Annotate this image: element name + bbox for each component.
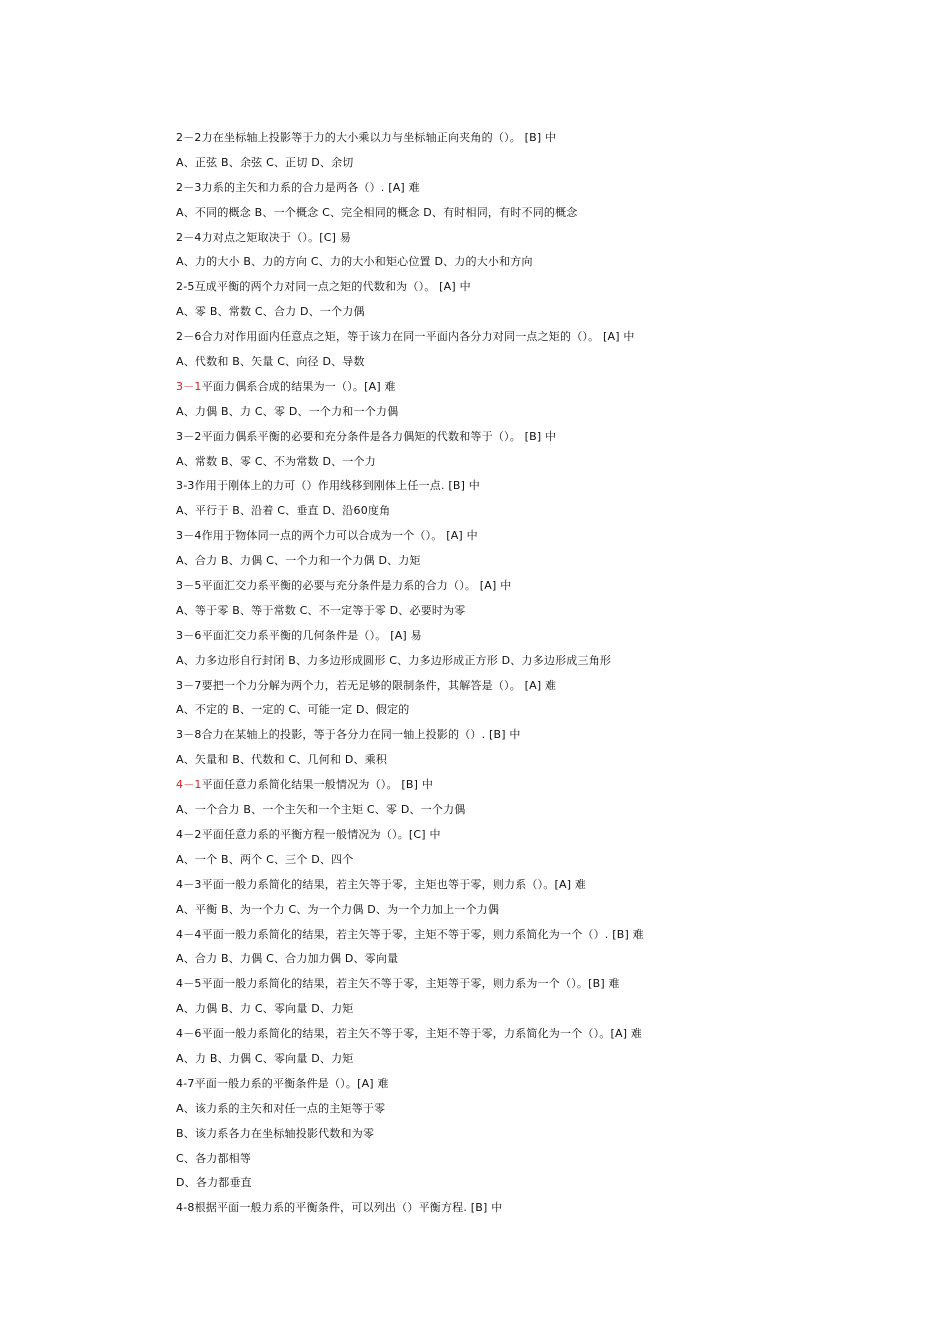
question-line [176, 873, 816, 898]
option-text: A、一个 B、两个 C、三个 D、四个 [176, 852, 354, 866]
question-text: 根据平面一般力系的平衡条件，可以列出（）平衡方程. [B] 中 [194, 1201, 503, 1215]
question-text: 力对点之矩取决于（）。[C] 易 [201, 230, 352, 244]
option-line [176, 798, 816, 823]
question-line [176, 1072, 816, 1097]
option-line [176, 1171, 816, 1196]
option-text: A、平行于 B、沿着 C、垂直 D、沿60度角 [176, 504, 391, 518]
question-line [176, 674, 816, 699]
question-number: 4－2 [176, 827, 202, 841]
option-line [176, 350, 816, 375]
question-text: 平面任意力系简化结果一般情况为（）。 [B] 中 [201, 778, 434, 792]
question-line [176, 574, 816, 599]
question-line [176, 773, 816, 798]
option-text: A、该力系的主矢和对任一点的主矩等于零 [176, 1101, 386, 1115]
option-line [176, 947, 816, 972]
option-text: A、零 B、常数 C、合力 D、一个力偶 [176, 305, 365, 319]
question-line [176, 823, 816, 848]
question-number: 4－6 [176, 1027, 202, 1041]
option-line [176, 400, 816, 425]
option-text: B、该力系各力在坐标轴投影代数和为零 [176, 1126, 375, 1140]
question-text: 平面一般力系简化的结果，若主矢不等于零，主矩不等于零，力系简化为一个（）。[A] 难 [201, 1027, 643, 1041]
question-number: 3－5 [176, 579, 202, 593]
question-number: 3－1 [176, 379, 202, 393]
question-text: 力在坐标轴上投影等于力的大小乘以力与坐标轴正向夹角的（）。 [B] 中 [201, 131, 557, 144]
option-text: A、等于零 B、等于常数 C、不一定等于零 D、必要时为零 [176, 603, 466, 617]
question-line [176, 723, 816, 748]
question-number: 3-3 [176, 479, 195, 493]
option-line [176, 499, 816, 524]
option-text: A、代数和 B、矢量 C、向径 D、导数 [176, 355, 365, 369]
question-line [176, 325, 816, 350]
question-number: 3－6 [176, 628, 202, 642]
option-text: A、合力 B、力偶 C、一个力和一个力偶 D、力矩 [176, 554, 421, 568]
option-line [176, 848, 816, 873]
option-line [176, 201, 816, 226]
option-line [176, 599, 816, 624]
option-line [176, 1097, 816, 1122]
question-number: 2－3 [176, 180, 202, 194]
question-number: 4－5 [176, 977, 202, 991]
option-line [176, 151, 816, 176]
option-line [176, 1047, 816, 1072]
question-line [176, 126, 816, 151]
option-text: A、力偶 B、力 C、零向量 D、力矩 [176, 1002, 354, 1016]
question-number: 4-7 [176, 1076, 195, 1090]
option-line [176, 698, 816, 723]
question-line [176, 1022, 816, 1047]
question-text: 要把一个力分解为两个力，若无足够的限制条件，其解答是（）。 [A] 难 [201, 678, 557, 692]
option-line [176, 649, 816, 674]
option-line [176, 250, 816, 275]
question-text: 平面汇交力系平衡的几何条件是（）。 [A] 易 [201, 628, 422, 642]
question-line [176, 972, 816, 997]
option-line [176, 748, 816, 773]
question-text: 平面汇交力系平衡的必要与充分条件是力系的合力（）。 [A] 中 [201, 579, 512, 593]
option-text: A、不同的概念 B、一个概念 C、完全相同的概念 D、有时相同，有时不同的概念 [176, 205, 578, 219]
question-text: 平面一般力系的平衡条件是（）。[A] 难 [194, 1076, 389, 1090]
question-text: 平面一般力系简化的结果，若主矢等于零，主矩不等于零，则力系简化为一个（）. [B] 难 [201, 927, 644, 941]
option-line [176, 1147, 816, 1172]
question-number: 3－2 [176, 429, 202, 443]
question-number: 2－6 [176, 330, 202, 344]
question-text: 合力在某轴上的投影，等于各分力在同一轴上投影的（）. [B] 中 [201, 728, 521, 742]
question-text: 平面一般力系简化的结果，若主矢等于零，主矩也等于零，则力系（）。[A] 难 [201, 877, 587, 891]
question-text: 平面力偶系平衡的必要和充分条件是各力偶矩的代数和等于（）。 [B] 中 [201, 429, 557, 443]
question-text: 平面力偶系合成的结果为一（）。[A] 难 [201, 379, 396, 393]
question-line [176, 524, 816, 549]
option-text: C、各力都相等 [176, 1151, 252, 1165]
question-number: 3－4 [176, 529, 202, 543]
option-text: D、各力都垂直 [176, 1176, 252, 1190]
option-line [176, 300, 816, 325]
question-line [176, 375, 816, 400]
question-text: 平面任意力系的平衡方程一般情况为（）。[C] 中 [201, 827, 441, 841]
option-text: A、常数 B、零 C、不为常数 D、一个力 [176, 454, 376, 468]
question-text: 作用于刚体上的力可（）作用线移到刚体上任一点. [B] 中 [194, 479, 480, 493]
option-line [176, 549, 816, 574]
option-line [176, 450, 816, 475]
question-text: 平面一般力系简化的结果，若主矢不等于零，主矩等于零，则力系为一个（）。[B] 难 [201, 977, 620, 991]
question-number: 2－4 [176, 230, 202, 244]
question-line [176, 425, 816, 450]
option-text: A、力 B、力偶 C、零向量 D、力矩 [176, 1051, 354, 1065]
question-number: 4－1 [176, 778, 202, 792]
question-text: 力系的主矢和力系的合力是两各（）. [A] 难 [201, 180, 420, 194]
option-text: A、正弦 B、余弦 C、正切 D、余切 [176, 155, 354, 169]
question-text: 互成平衡的两个力对同一点之矩的代数和为（）。 [A] 中 [194, 280, 471, 294]
option-text: A、力多边形自行封闭 B、力多边形成圆形 C、力多边形成正方形 D、力多边形成三角形 [176, 653, 612, 667]
question-number: 2－2 [176, 131, 202, 144]
question-line [176, 1196, 816, 1221]
question-number: 4－4 [176, 927, 202, 941]
question-number: 4-8 [176, 1201, 195, 1215]
question-line [176, 275, 816, 300]
question-number: 4－3 [176, 877, 202, 891]
option-text: A、不定的 B、一定的 C、可能一定 D、假定的 [176, 703, 410, 717]
option-text: A、力的大小 B、力的方向 C、力的大小和矩心位置 D、力的大小和方向 [176, 255, 533, 269]
question-number: 2-5 [176, 280, 195, 294]
option-text: A、一个合力 B、一个主矢和一个主矩 C、零 D、一个力偶 [176, 803, 466, 817]
option-line [176, 997, 816, 1022]
question-text: 合力对作用面内任意点之矩，等于该力在同一平面内各分力对同一点之矩的（）。 [A] 中 [201, 330, 635, 344]
question-number: 3－7 [176, 678, 202, 692]
option-text: A、矢量和 B、代数和 C、几何和 D、乘积 [176, 753, 388, 767]
option-text: A、平衡 B、为一个力 C、为一个力偶 D、为一个力加上一个力偶 [176, 902, 500, 916]
question-line [176, 176, 816, 201]
option-text: A、合力 B、力偶 C、合力加力偶 D、零向量 [176, 952, 399, 966]
question-text: 作用于物体同一点的两个力可以合成为一个（）。 [A] 中 [201, 529, 478, 543]
option-line [176, 898, 816, 923]
question-line [176, 923, 816, 948]
question-list [176, 126, 816, 1221]
question-line [176, 474, 816, 499]
question-number: 3－8 [176, 728, 202, 742]
question-line [176, 624, 816, 649]
option-line [176, 1122, 816, 1147]
question-line [176, 226, 816, 251]
option-text: A、力偶 B、力 C、零 D、一个力和一个力偶 [176, 404, 399, 418]
